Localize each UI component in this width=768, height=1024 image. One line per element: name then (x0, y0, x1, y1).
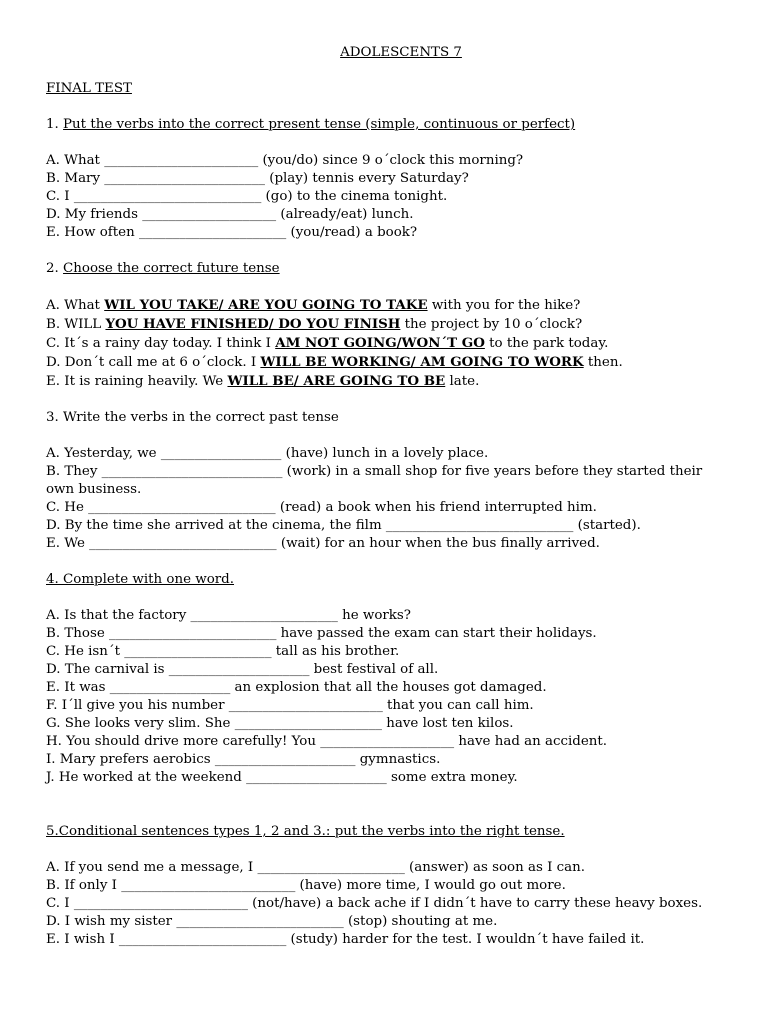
item-text: B. WILL (46, 317, 106, 332)
exercise-item: C. I ____________________________ (go) to the cinema tonight. (46, 189, 448, 204)
page-title: ADOLESCENTS 7 (340, 45, 462, 60)
worksheet (46, 44, 726, 949)
item-text: D. Don´t call me at 6 o´clock. I (46, 355, 261, 370)
exercise-item: A. Is that the factory ______________________ he works? (46, 608, 411, 623)
exercise-item: A. What _______________________ (you/do) since 9 o´clock this morning? (46, 153, 524, 168)
section-5-heading: 5.Conditional sentences types 1, 2 and 3.: put the verbs into the right tense. (46, 824, 565, 839)
exercise-item: C. He isn´t ______________________ tall as his brother. (46, 644, 400, 659)
exercise-item: D. My friends ____________________ (already/eat) lunch. (46, 207, 414, 222)
exercise-item: B. If only I __________________________ (have) more time, I would go out more. (46, 878, 566, 893)
test-subtitle: FINAL TEST (46, 81, 132, 96)
exercise-item: D. The carnival is _____________________ best festival of all. (46, 662, 439, 677)
exercise-item: C. He ____________________________ (read) a book when his friend interrupted him. (46, 500, 597, 515)
exercise-item (46, 372, 726, 391)
answer-options: WILL BE WORKING/ AM GOING TO WORK (260, 354, 584, 370)
item-text: the project by 10 o´clock? (400, 317, 583, 332)
exercise-item (46, 315, 726, 334)
exercise-item: B. They ___________________________ (work) in a small shop for five years before they started their own business. (46, 464, 703, 497)
item-text: to the park today. (484, 336, 609, 351)
exercise-item: J. He worked at the weekend _____________________ some extra money. (46, 770, 518, 785)
section-1-heading (46, 116, 726, 134)
exercise-item: F. I´ll give you his number _______________________ that you can call him. (46, 698, 534, 713)
exercise-item: D. By the time she arrived at the cinema, the film ____________________________ (started). (46, 518, 641, 533)
answer-options: WIL YOU TAKE/ ARE YOU GOING TO TAKE (104, 297, 428, 313)
section-heading-text: Put the verbs into the correct present tense (simple, continuous or perfect) (63, 117, 576, 132)
exercise-item: H. You should drive more carefully! You ____________________ have had an accident. (46, 734, 608, 749)
exercise-item: B. Mary ________________________ (play) tennis every Saturday? (46, 171, 469, 186)
item-text: late. (445, 374, 480, 389)
item-text: C. It´s a rainy day today. I think I (46, 336, 276, 351)
section-number: 1. (46, 117, 64, 132)
item-text: with you for the hike? (427, 298, 581, 313)
exercise-item: E. We ____________________________ (wait) for an hour when the bus finally arrived. (46, 536, 600, 551)
exercise-item: B. Those _________________________ have passed the exam can start their holidays. (46, 626, 597, 641)
section-2-heading (46, 260, 726, 278)
exercise-item: A. Yesterday, we __________________ (have) lunch in a lovely place. (46, 446, 489, 461)
exercise-item: E. How often ______________________ (you/read) a book? (46, 225, 418, 240)
item-text: A. What (46, 298, 105, 313)
exercise-item: D. I wish my sister _________________________ (stop) shouting at me. (46, 914, 498, 929)
answer-options: AM NOT GOING/WON´T GO (275, 335, 485, 351)
section-number: 2. (46, 261, 64, 276)
section-heading-text: Choose the correct future tense (63, 261, 280, 276)
exercise-item: E. It was __________________ an explosion that all the houses got damaged. (46, 680, 547, 695)
answer-options: YOU HAVE FINISHED/ DO YOU FINISH (105, 316, 401, 332)
item-text: then. (583, 355, 623, 370)
section-3-heading: 3. Write the verbs in the correct past tense (46, 410, 339, 425)
item-text: E. It is raining heavily. We (46, 374, 228, 389)
answer-options: WILL BE/ ARE GOING TO BE (227, 373, 446, 389)
section-4-heading: 4. Complete with one word. (46, 572, 235, 587)
exercise-item: I. Mary prefers aerobics _____________________ gymnastics. (46, 752, 441, 767)
exercise-item: G. She looks very slim. She ______________________ have lost ten kilos. (46, 716, 514, 731)
exercise-item (46, 296, 726, 315)
exercise-item: C. I __________________________ (not/have) a back ache if I didn´t have to carry these heavy boxes. (46, 896, 703, 911)
exercise-item: E. I wish I _________________________ (study) harder for the test. I wouldn´t have failed it. (46, 932, 645, 947)
exercise-item (46, 353, 726, 372)
exercise-item (46, 334, 726, 353)
exercise-item: A. If you send me a message, I ______________________ (answer) as soon as I can. (46, 860, 585, 875)
